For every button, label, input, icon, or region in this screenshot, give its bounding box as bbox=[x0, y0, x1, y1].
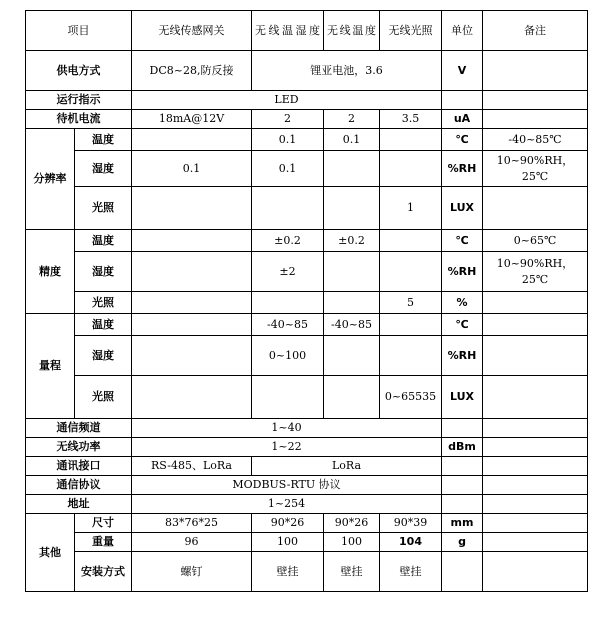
resolution-light-remark bbox=[483, 187, 588, 230]
other-mount-unit bbox=[442, 552, 483, 592]
other-mount-temperature: 壁挂 bbox=[324, 552, 380, 592]
header-item: 项目 bbox=[26, 11, 132, 51]
resolution-hum-remark: 10~90%RH，25℃ bbox=[483, 151, 588, 187]
range-temp-temp-humidity: -40~85 bbox=[252, 314, 324, 336]
resolution-light-label: 光照 bbox=[75, 187, 132, 230]
accuracy-light-label: 光照 bbox=[75, 292, 132, 314]
other-weight-temperature: 100 bbox=[324, 533, 380, 552]
indicator-unit bbox=[442, 91, 483, 110]
resolution-light-gateway bbox=[132, 187, 252, 230]
interface-gateway: RS-485、LoRa bbox=[132, 457, 252, 476]
range-temp-unit: ℃ bbox=[442, 314, 483, 336]
address-remark bbox=[483, 495, 588, 514]
interface-row bbox=[26, 457, 588, 476]
range-temp-remark bbox=[483, 314, 588, 336]
header-temp-humidity: 无线温湿度 bbox=[252, 11, 324, 51]
accuracy-hum-light bbox=[380, 252, 442, 292]
header-gateway: 无线传感网关 bbox=[132, 11, 252, 51]
power-gateway: DC8~28,防反接 bbox=[132, 51, 252, 91]
power-label: 供电方式 bbox=[26, 51, 132, 91]
range-light-temperature bbox=[324, 376, 380, 419]
resolution-light-temperature bbox=[324, 187, 380, 230]
accuracy-light-light: 5 bbox=[380, 292, 442, 314]
resolution-light-unit: LUX bbox=[442, 187, 483, 230]
standby-temperature: 2 bbox=[324, 110, 380, 129]
interface-others: LoRa bbox=[252, 457, 442, 476]
power-row bbox=[26, 51, 588, 91]
resolution-light-row bbox=[26, 187, 588, 230]
other-size-label: 尺寸 bbox=[75, 514, 132, 533]
standby-gateway: 18mA@12V bbox=[132, 110, 252, 129]
range-temp-temperature: -40~85 bbox=[324, 314, 380, 336]
other-label: 其他 bbox=[26, 514, 75, 592]
interface-remark bbox=[483, 457, 588, 476]
resolution-label: 分辨率 bbox=[26, 129, 75, 230]
resolution-hum-temperature bbox=[324, 151, 380, 187]
indicator-row bbox=[26, 91, 588, 110]
accuracy-hum-temp-humidity: ±2 bbox=[252, 252, 324, 292]
header-temperature: 无线温度 bbox=[324, 11, 380, 51]
resolution-light-light: 1 bbox=[380, 187, 442, 230]
other-mount-gateway: 螺钉 bbox=[132, 552, 252, 592]
accuracy-hum-remark: 10~90%RH，25℃ bbox=[483, 252, 588, 292]
other-weight-row bbox=[26, 533, 588, 552]
range-light-row bbox=[26, 376, 588, 419]
range-hum-remark bbox=[483, 336, 588, 376]
address-row bbox=[26, 495, 588, 514]
other-size-temperature: 90*26 bbox=[324, 514, 380, 533]
range-label: 量程 bbox=[26, 314, 75, 419]
tx-power-unit: dBm bbox=[442, 438, 483, 457]
accuracy-hum-temperature bbox=[324, 252, 380, 292]
accuracy-temp-temperature: ±0.2 bbox=[324, 230, 380, 252]
accuracy-hum-label: 湿度 bbox=[75, 252, 132, 292]
accuracy-label: 精度 bbox=[26, 230, 75, 314]
standby-temp-humidity: 2 bbox=[252, 110, 324, 129]
other-size-unit: mm bbox=[442, 514, 483, 533]
frequency-unit bbox=[442, 419, 483, 438]
frequency-row bbox=[26, 419, 588, 438]
address-value: 1~254 bbox=[132, 495, 442, 514]
accuracy-light-gateway bbox=[132, 292, 252, 314]
power-others: 锂亚电池，3.6 bbox=[252, 51, 442, 91]
header-unit: 单位 bbox=[442, 11, 483, 51]
range-light-light: 0~65535 bbox=[380, 376, 442, 419]
standby-label: 待机电流 bbox=[26, 110, 132, 129]
resolution-hum-temp-humidity: 0.1 bbox=[252, 151, 324, 187]
other-weight-label: 重量 bbox=[75, 533, 132, 552]
accuracy-hum-gateway bbox=[132, 252, 252, 292]
range-light-label: 光照 bbox=[75, 376, 132, 419]
accuracy-temp-unit: ℃ bbox=[442, 230, 483, 252]
resolution-hum-light bbox=[380, 151, 442, 187]
accuracy-light-remark bbox=[483, 292, 588, 314]
standby-remark bbox=[483, 110, 588, 129]
other-weight-light: 104 bbox=[380, 533, 442, 552]
range-light-temp-humidity bbox=[252, 376, 324, 419]
resolution-temp-unit: ℃ bbox=[442, 129, 483, 151]
other-size-gateway: 83*76*25 bbox=[132, 514, 252, 533]
protocol-label: 通信协议 bbox=[26, 476, 132, 495]
indicator-value: LED bbox=[132, 91, 442, 110]
other-size-temp-humidity: 90*26 bbox=[252, 514, 324, 533]
range-temp-gateway bbox=[132, 314, 252, 336]
range-temp-label: 温度 bbox=[75, 314, 132, 336]
resolution-temp-temperature: 0.1 bbox=[324, 129, 380, 151]
standby-row bbox=[26, 110, 588, 129]
accuracy-temp-gateway bbox=[132, 230, 252, 252]
other-size-row bbox=[26, 514, 588, 533]
accuracy-temp-temp-humidity: ±0.2 bbox=[252, 230, 324, 252]
other-mount-label: 安装方式 bbox=[75, 552, 132, 592]
tx-power-value: 1~22 bbox=[132, 438, 442, 457]
accuracy-hum-unit: %RH bbox=[442, 252, 483, 292]
range-hum-row bbox=[26, 336, 588, 376]
other-weight-temp-humidity: 100 bbox=[252, 533, 324, 552]
resolution-hum-row bbox=[26, 151, 588, 187]
range-hum-light bbox=[380, 336, 442, 376]
resolution-temp-remark: -40~85℃ bbox=[483, 129, 588, 151]
protocol-unit bbox=[442, 476, 483, 495]
address-unit bbox=[442, 495, 483, 514]
accuracy-temp-row bbox=[26, 230, 588, 252]
resolution-hum-gateway: 0.1 bbox=[132, 151, 252, 187]
accuracy-temp-light bbox=[380, 230, 442, 252]
other-size-remark bbox=[483, 514, 588, 533]
tx-power-remark bbox=[483, 438, 588, 457]
other-size-light: 90*39 bbox=[380, 514, 442, 533]
power-remark bbox=[483, 51, 588, 91]
resolution-temp-gateway bbox=[132, 129, 252, 151]
protocol-row bbox=[26, 476, 588, 495]
frequency-remark bbox=[483, 419, 588, 438]
header-remark: 备注 bbox=[483, 11, 588, 51]
header-row bbox=[26, 11, 588, 51]
resolution-light-temp-humidity bbox=[252, 187, 324, 230]
resolution-temp-temp-humidity: 0.1 bbox=[252, 129, 324, 151]
accuracy-temp-label: 温度 bbox=[75, 230, 132, 252]
resolution-temp-light bbox=[380, 129, 442, 151]
header-light: 无线光照 bbox=[380, 11, 442, 51]
range-hum-gateway bbox=[132, 336, 252, 376]
interface-label: 通讯接口 bbox=[26, 457, 132, 476]
other-weight-gateway: 96 bbox=[132, 533, 252, 552]
other-mount-temp-humidity: 壁挂 bbox=[252, 552, 324, 592]
standby-unit: uA bbox=[442, 110, 483, 129]
resolution-temp-row bbox=[26, 129, 588, 151]
indicator-remark bbox=[483, 91, 588, 110]
tx-power-row bbox=[26, 438, 588, 457]
resolution-hum-label: 湿度 bbox=[75, 151, 132, 187]
interface-unit bbox=[442, 457, 483, 476]
other-weight-remark bbox=[483, 533, 588, 552]
power-unit: V bbox=[442, 51, 483, 91]
protocol-value: MODBUS-RTU 协议 bbox=[132, 476, 442, 495]
accuracy-hum-row bbox=[26, 252, 588, 292]
range-light-gateway bbox=[132, 376, 252, 419]
resolution-hum-unit: %RH bbox=[442, 151, 483, 187]
range-hum-unit: %RH bbox=[442, 336, 483, 376]
spec-table bbox=[25, 10, 588, 592]
other-mount-row bbox=[26, 552, 588, 592]
other-mount-light: 壁挂 bbox=[380, 552, 442, 592]
indicator-label: 运行指示 bbox=[26, 91, 132, 110]
protocol-remark bbox=[483, 476, 588, 495]
accuracy-temp-remark: 0~65℃ bbox=[483, 230, 588, 252]
accuracy-light-unit: % bbox=[442, 292, 483, 314]
range-light-unit: LUX bbox=[442, 376, 483, 419]
accuracy-light-temp-humidity bbox=[252, 292, 324, 314]
resolution-temp-label: 温度 bbox=[75, 129, 132, 151]
frequency-label: 通信频道 bbox=[26, 419, 132, 438]
standby-light: 3.5 bbox=[380, 110, 442, 129]
range-temp-light bbox=[380, 314, 442, 336]
range-light-remark bbox=[483, 376, 588, 419]
range-hum-label: 湿度 bbox=[75, 336, 132, 376]
accuracy-light-row bbox=[26, 292, 588, 314]
tx-power-label: 无线功率 bbox=[26, 438, 132, 457]
address-label: 地址 bbox=[26, 495, 132, 514]
range-hum-temp-humidity: 0~100 bbox=[252, 336, 324, 376]
frequency-value: 1~40 bbox=[132, 419, 442, 438]
accuracy-light-temperature bbox=[324, 292, 380, 314]
range-temp-row bbox=[26, 314, 588, 336]
other-weight-unit: g bbox=[442, 533, 483, 552]
other-mount-remark bbox=[483, 552, 588, 592]
range-hum-temperature bbox=[324, 336, 380, 376]
